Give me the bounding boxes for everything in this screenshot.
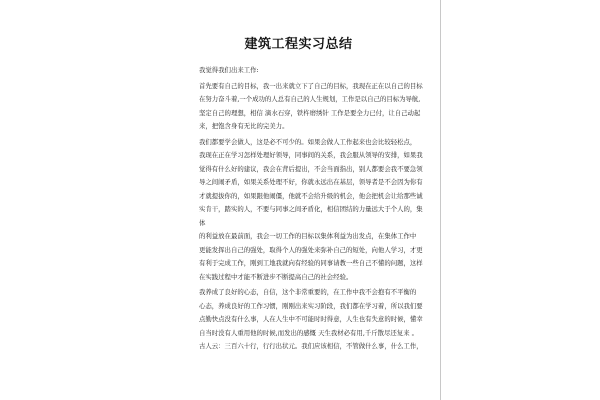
text-line: 我现在正在学习怎样处理好领导，同事间的关系，我会服从领导的安排，如果我: [199, 151, 423, 159]
text-line: 有利于完成工作，刚到工地我就向有经验的同事请教一些自己不懂的问题，这样: [199, 259, 423, 267]
text-line: 古人云：三百六十行，行行出状元。我们应该相信，不管做什么事，什么工作，: [199, 342, 423, 350]
document-body: [199, 64, 425, 354]
paragraph-1: [199, 80, 425, 134]
greeting-line: 我觉得我们出来工作:: [199, 66, 259, 74]
page-edge-divider: [440, 0, 441, 400]
text-line: 我们都要学会做人，这是必不可少的。如果会做人工作起来也会比较轻松点，: [199, 137, 417, 146]
text-line: 更能发挥出自己的强处，取得个人的强处来弥补自己的短处，向他人学习，才更: [199, 245, 423, 254]
text-line: 自当时没有人重用他的时候,而发出的感慨 天生我材必有用,千斤散尽还复来 。: [199, 328, 419, 337]
paragraph-3: [199, 286, 425, 354]
document-title: 建筑工程实习总结: [244, 37, 353, 52]
text-line: 才就提拔你的，如果跟他闹僵，他就不会给升级的机会，他会把机会让给那些诚: [199, 191, 423, 200]
text-line: 坚定自己的理想，相信 滴水石穿，铁杵磨绣针 工作是要全力已付，让自己动起: [199, 108, 421, 117]
text-line: 导之间闹矛盾，如果关系处理不好，你就永远出在基层，领导者是不会因为你有: [199, 178, 423, 186]
text-line: 心态，养成良好的工作习惯，刚刚出来实习阶段，我们都在学习着，所以我们要: [199, 301, 423, 310]
text-line: 来，把饱含身有无比的完美力。: [199, 122, 289, 130]
text-line: 在努力奋斗着,一个成功的人总有自己的人生规划，工作是以自己的目标为导航,: [199, 95, 421, 103]
text-line: 觉得有什么好的建议，我会在背后提出，不会当面指出，别人都要会我不要急领: [199, 164, 423, 173]
text-line: 我养成了良好的心态，自信，这个非常重要的，在工作中我不会抱有不平衡的: [199, 288, 417, 296]
text-line: 实肯干，踏实的人，不要与同事之间矛盾化，相信团结的力量远大于个人的，集体: [199, 205, 423, 227]
document-page: [157, 0, 440, 400]
text-line: 在实践过程中才能不断进步不断提高自己的社会经验。: [199, 272, 353, 281]
text-line: 首先要有自己的目标，我一出来就立下了自己的目标，我现在正在以自己的目标: [199, 81, 423, 90]
text-line: 点勤快点没有什么事，人在人生中不可能时时得意，人生也有失意的时候，懂幸: [199, 315, 423, 323]
paragraph-2: [199, 136, 425, 285]
text-line: 的利益放在最前面，我会一切工作的目标以集体利益为出发点，在集体工作中: [199, 232, 417, 240]
